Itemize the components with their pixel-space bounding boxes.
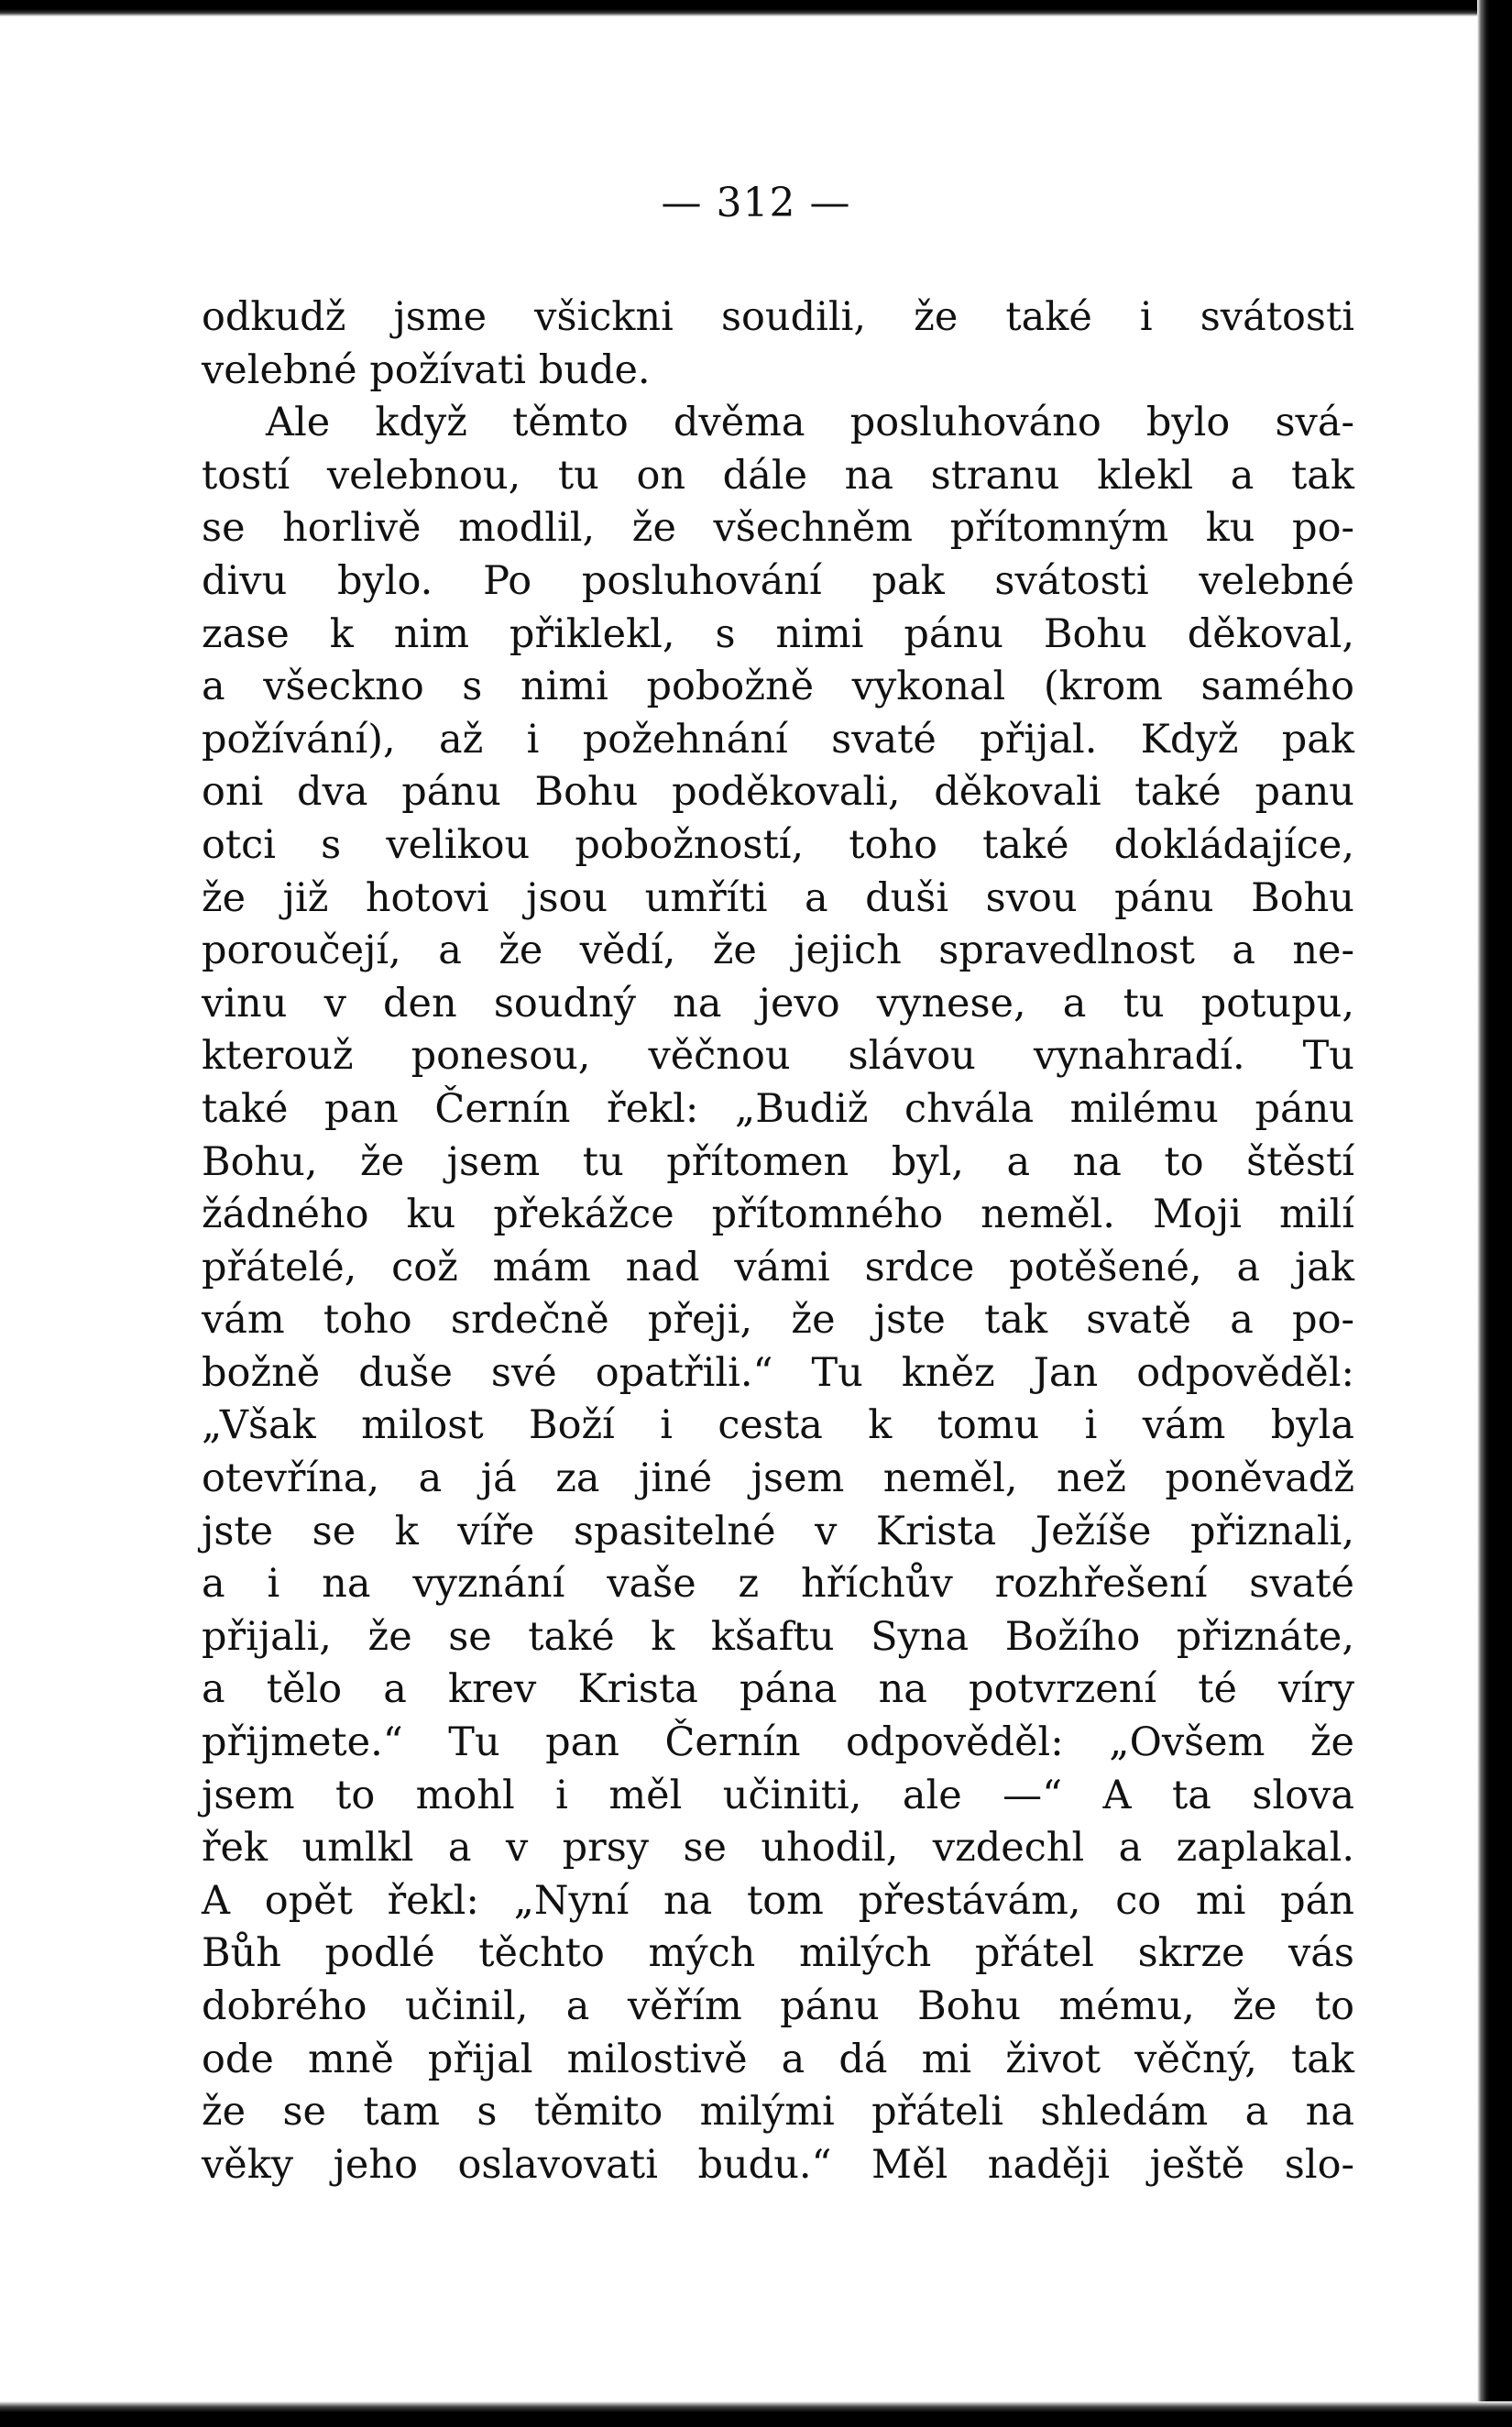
text-line: odkudž jsme všickni soudili, že také i svátosti — [202, 294, 1354, 340]
text-line: žádného ku překážce přítomného neměl. Moji milí — [202, 1192, 1354, 1238]
text-line: kterouž ponesou, věčnou slávou vynahradí. Tu — [202, 1033, 1354, 1080]
text-line: tostí velebnou, tu on dále na stranu klekl a tak — [202, 452, 1354, 499]
text-line: A opět řekl: „Nyní na tom přestávám, co mi pán — [202, 1877, 1354, 1924]
text-line: otevřína, a já za jiné jsem neměl, než poněvadž — [202, 1455, 1354, 1502]
text-line: požívání), až i požehnání svaté přijal. Když pak — [202, 716, 1354, 763]
text-line: Bůh podlé těchto mých milých přátel skrze vás — [202, 1930, 1354, 1977]
text-line: také pan Černín řekl: „Budiž chvála milému pánu — [202, 1085, 1354, 1132]
text-line: vinu v den soudný na jevo vynese, a tu potupu, — [202, 980, 1354, 1027]
text-line: věky jeho oslavovati budu.“ Měl naději ještě slo- — [202, 2141, 1354, 2188]
text-line: jste se k víře spasitelné v Krista Ježíše přiznali, — [202, 1508, 1354, 1554]
scan-border-right — [1477, 0, 1512, 2427]
text-line: a všeckno s nimi pobožně vykonal (krom samého — [202, 664, 1354, 710]
text-line: a i na vyznání vaše z hříchův rozhřešení svaté — [202, 1561, 1354, 1608]
text-line: se horlivě modlil, že všechněm přítomným ku po- — [202, 505, 1354, 552]
text-line: vám toho srdečně přeji, že jste tak svatě a po- — [202, 1297, 1354, 1344]
page-number: — 312 — — [661, 180, 851, 226]
text-line: že se tam s těmito milými přáteli shledám a na — [202, 2089, 1354, 2136]
text-line: velebné požívati bude. — [202, 346, 651, 393]
text-line: oni dva pánu Bohu poděkovali, děkovali také panu — [202, 769, 1354, 816]
text-line: Bohu, že jsem tu přítomen byl, a na to štěstí — [202, 1138, 1354, 1185]
text-line: přijali, že se také k kšaftu Syna Božího přiznáte, — [202, 1613, 1354, 1660]
text-line: řek umlkl a v prsy se uhodil, vzdechl a zaplakal. — [202, 1825, 1354, 1872]
text-line: zase k nim přiklekl, s nimi pánu Bohu děkoval, — [202, 610, 1354, 657]
text-line: božně duše své opatřili.“ Tu kněz Jan odpověděl: — [202, 1349, 1354, 1396]
body-text — [202, 291, 1354, 2191]
text-line: „Však milost Boží i cesta k tomu i vám byla — [202, 1402, 1354, 1449]
scan-border-bottom — [0, 2401, 1512, 2427]
text-line: jsem to mohl i měl učiniti, ale —“ A ta slova — [202, 1772, 1354, 1818]
text-line: přátelé, což mám nad vámi srdce potěšené, a jak — [202, 1244, 1354, 1290]
text-line: a tělo a krev Krista pána na potvrzení té víry — [202, 1666, 1354, 1713]
scan-border-top — [0, 0, 1512, 16]
text-line: že již hotovi jsou umříti a duši svou pánu Bohu — [202, 874, 1354, 921]
text-line: divu bylo. Po posluhování pak svátosti velebné — [202, 557, 1354, 604]
text-line: otci s velikou pobožností, toho také dokládajíce, — [202, 821, 1354, 868]
text-line: přijmete.“ Tu pan Černín odpověděl: „Ovšem že — [202, 1719, 1354, 1766]
text-line: dobrého učinil, a věřím pánu Bohu mému, že to — [202, 1983, 1354, 2029]
text-line: Ale když těmto dvěma posluhováno bylo svá- — [266, 400, 1354, 446]
text-line: poroučejí, a že vědí, že jejich spravedlnost a ne- — [202, 928, 1354, 974]
text-line: ode mně přijal milostivě a dá mi život věčný, tak — [202, 2036, 1354, 2082]
